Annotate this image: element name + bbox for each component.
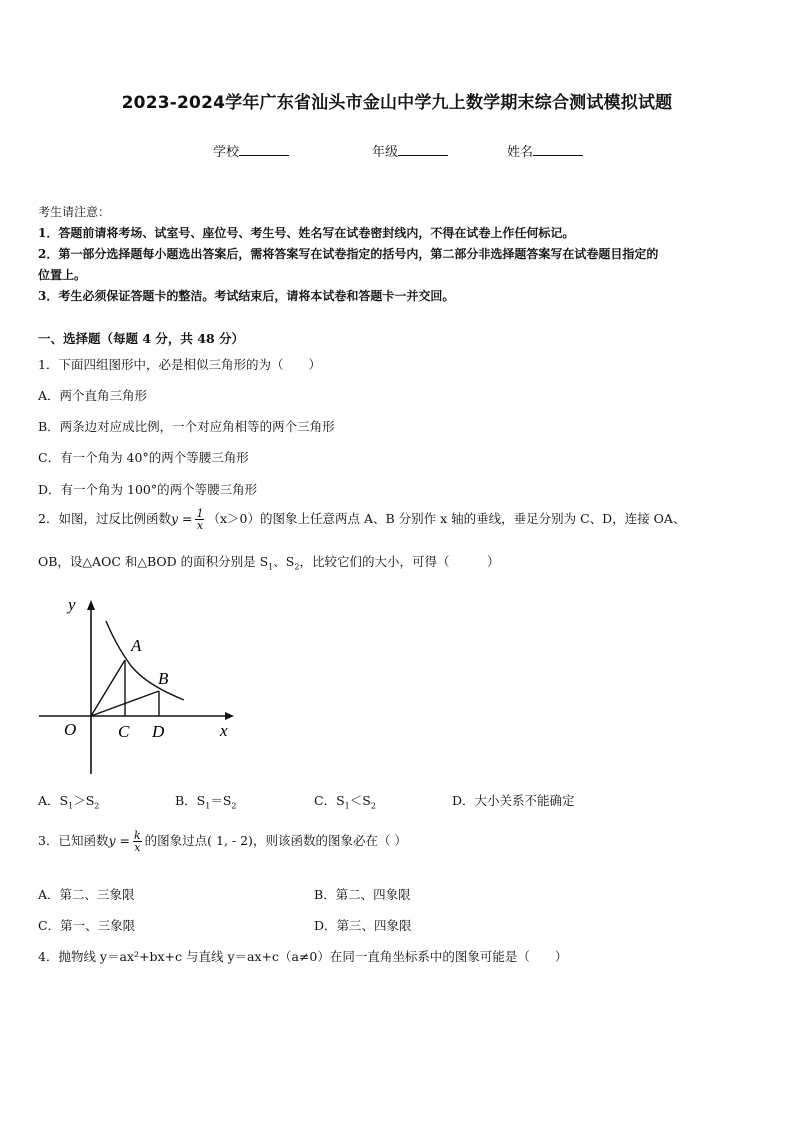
q2-stem-line1 [38, 508, 685, 531]
q2-fraction [195, 508, 204, 531]
q3-option-d[interactable]: D．第三、四象限 [314, 918, 412, 933]
q3-option-c[interactable]: C．第一、三象限 [38, 918, 136, 933]
q2-sub-2: 2 [294, 562, 300, 572]
q1-option-b[interactable]: B．两条边对应成比例，一个对应角相等的两个三角形 [38, 419, 335, 434]
q3-stem-c: ，则该函数的图象必在（ ） [252, 833, 407, 848]
q2-option-c[interactable] [314, 791, 376, 811]
q2-fraction-num: 1 [196, 507, 204, 520]
hyperbola-curve [106, 621, 184, 700]
q2-func-lhs: y = [170, 511, 193, 526]
q2-c-text: C．S [314, 793, 345, 808]
q2-figure [34, 592, 244, 782]
q2-stem-a: 2．如图，过反比例函数 [38, 511, 171, 526]
name-field [507, 141, 583, 160]
q2-stem-end: ，比较它们的大小，可得（ ） [299, 554, 500, 569]
q2-sub-1: 1 [268, 562, 274, 572]
q3-point: ( 1, - 2) [207, 833, 253, 848]
q2-b-text: B．S [175, 793, 206, 808]
grade-blank[interactable] [398, 143, 448, 156]
grade-field [372, 141, 448, 160]
q2-a-rel: ＞S [73, 793, 95, 808]
label-y: y [68, 595, 76, 614]
q3-stem-a: 3．已知函数 [38, 833, 109, 848]
q2-c-sub2: 2 [370, 801, 376, 811]
notice-item-1: 1．答题前请将考场、试室号、座位号、考生号、姓名写在试卷密封线内，不得在试卷上作任何标记。 [38, 226, 575, 240]
q3-stem [38, 830, 407, 853]
q1-option-c[interactable]: C．有一个角为 40°的两个等腰三角形 [38, 450, 249, 465]
school-label: 学校 [213, 145, 240, 160]
q1-option-d[interactable]: D．有一个角为 100°的两个等腰三角形 [38, 482, 258, 497]
q3-option-b[interactable]: B．第二、四象限 [314, 887, 411, 902]
name-blank[interactable] [533, 143, 583, 156]
q2-a-sub2: 2 [94, 801, 100, 811]
q2-b-sub1: 1 [205, 801, 211, 811]
q2-stem-mid: 、S [273, 554, 295, 569]
q2-a-sub1: 1 [68, 801, 74, 811]
q3-stem-b: 的图象过点 [144, 833, 208, 848]
x-axis-arrow [225, 712, 234, 720]
q2-option-a[interactable] [38, 791, 99, 811]
label-B: B [158, 669, 169, 688]
q3-fraction [133, 830, 142, 853]
q2-b-rel: ＝S [210, 793, 232, 808]
label-x: x [220, 721, 228, 740]
notice-heading: 考生请注意： [38, 205, 111, 219]
q2-a-text: A．S [38, 793, 69, 808]
section-heading: 一、选择题（每题 4 分，共 48 分） [38, 331, 245, 346]
label-A: A [131, 636, 142, 655]
y-axis-arrow [87, 600, 95, 610]
exam-title: 2023-2024学年广东省汕头市金山中学九上数学期末综合测试模拟试题 [121, 93, 673, 113]
q2-stem-c: OB，设△AOC 和△BOD 的面积分别是 S [38, 554, 269, 569]
label-O: O [64, 720, 77, 739]
q2-b-sub2: 2 [231, 801, 237, 811]
notice-item-3: 3．考生必须保证答题卡的整洁。考试结束后，请将本试卷和答题卡一并交回。 [38, 289, 455, 303]
school-field [213, 141, 289, 160]
q3-func-lhs: y = [108, 833, 130, 848]
q2-stem-b: （x＞0）的图象上任意两点 A、B 分别作 x 轴的垂线，垂足分别为 C、D，连接 OA、 [207, 511, 686, 526]
q1-stem: 1．下面四组图形中，必是相似三角形的为（ ） [38, 357, 321, 372]
q3-option-a[interactable]: A．第二、三象限 [38, 887, 135, 902]
q2-fraction-den: x [196, 519, 204, 532]
q2-option-d[interactable] [452, 791, 575, 809]
q4-stem: 4．抛物线 y＝ax²+bx+c 与直线 y＝ax+c（a≠0）在同一直角坐标系中的图象可能是（ ） [38, 949, 568, 964]
segment-OA [91, 660, 125, 716]
q2-option-b[interactable] [175, 791, 237, 811]
q1-option-a[interactable]: A．两个直角三角形 [38, 388, 148, 403]
name-label: 姓名 [507, 145, 534, 160]
notice-item-2: 2．第一部分选择题每小题选出答案后，需将答案写在试卷指定的括号内，第二部分非选择题答案写在试卷题目指定的 [38, 247, 659, 261]
school-blank[interactable] [239, 143, 289, 156]
q2-stem-line2 [38, 552, 499, 572]
q2-c-sub1: 1 [344, 801, 350, 811]
q3-fraction-den: x [134, 841, 141, 854]
label-C: C [118, 722, 130, 741]
q3-fraction-num: k [133, 829, 141, 842]
grade-label: 年级 [372, 145, 399, 160]
q2-c-rel: ＜S [349, 793, 371, 808]
notice-item-2-cont: 位置上。 [38, 268, 87, 282]
label-D: D [152, 722, 165, 741]
q2-d-text: D．大小关系不能确定 [452, 793, 575, 808]
